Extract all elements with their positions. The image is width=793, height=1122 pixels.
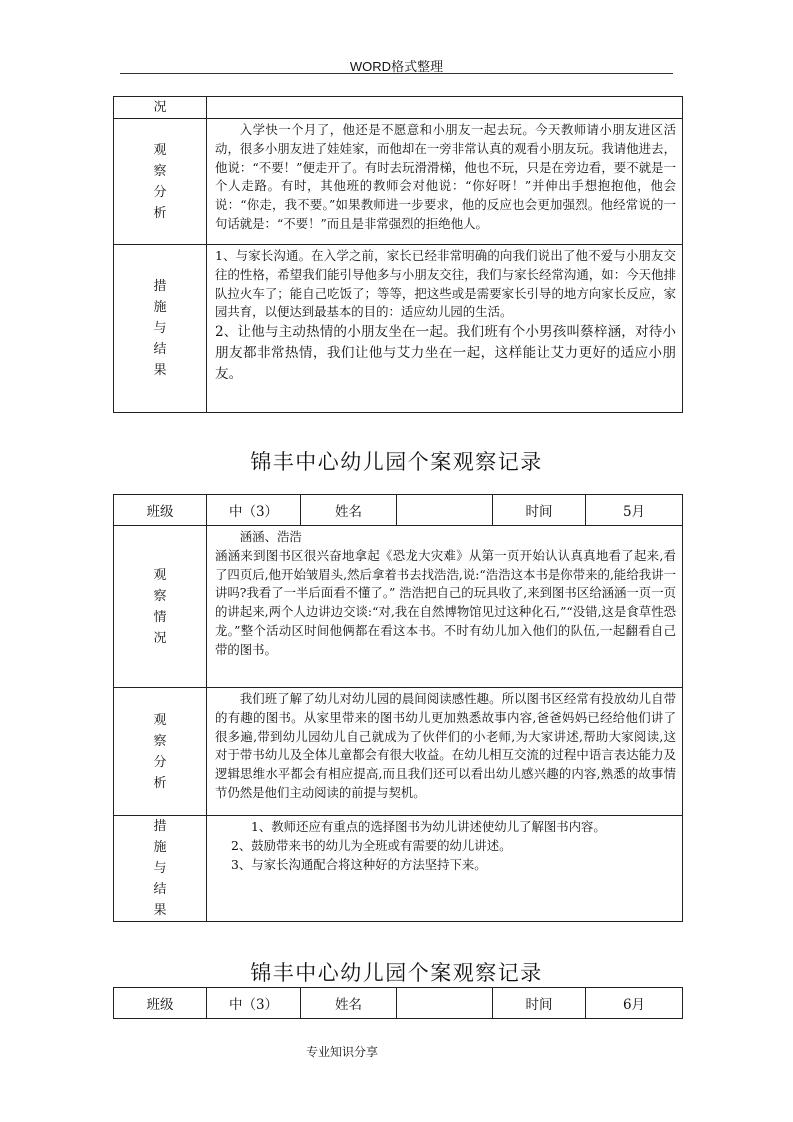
record2-title: 锦丰中心幼儿园个案观察记录 [250,450,543,474]
name-label: 姓名 [301,988,397,1019]
record3-title: 锦丰中心幼儿园个案观察记录 [250,961,543,985]
situation-label: 观 察 情 况 [114,526,207,688]
page-footer: 专业知识分享 [306,1045,379,1059]
analysis-text-cell [207,119,683,245]
measure-item-1: 1、教师还应有重点的选择图书为幼儿讲述使幼儿了解图书内容。 [251,819,606,834]
time-label: 时间 [493,988,586,1019]
page-header: WORD格式整理 [349,59,444,74]
name-label: 姓名 [301,495,397,526]
record2-table [113,494,683,922]
measure-item-3: 3、与家长沟通配合将这种好的方法坚持下来。 [231,856,487,872]
analysis-text: 我们班了解了幼儿对幼儿园的晨间阅读感性趣。所以图书区经常有投放幼儿自带的有趣的图书。从家里带来的图书幼儿更加熟悉故事内容,爸爸妈妈已经给他们讲了很多遍,带到幼儿园幼儿自己就成为了伙伴们的小老师,为大家讲述,帮助大家阅读,这对于带书幼儿及全体儿童都会有很大收益。在幼儿相互交流的过程中语言表达能力及逻辑思维水平都会有相应提高,而且我们还可以看出幼儿感兴趣的内容,熟悉的故事情节仍然是他们主动阅读的前提与契机。 [215,691,676,800]
name-value [397,495,493,526]
analysis-label: 观 察 分 析 [114,119,207,245]
situation-text: 涵涵来到图书区很兴奋地拿起《恐龙大灾难》从第一页开始认认真真地看了起来,看了四页后,他开始皱眉头,然后拿着书去找浩浩,说:“浩浩这本书是你带来的,能给我讲一讲吗?我看了一半后面看不懂了。” 浩浩把自己的玩具收了,来到图书区给涵涵一页一页的讲起来,两个人边讲边交谈:“对,我在自然博物馆见过这种化石,”“没错,这是食草性恐龙。”整个活动区时间他俩都在看这本书。不时有幼儿加入他们的队伍,一起翻看自己带的图书。 [215,547,676,657]
record1-table [113,96,683,413]
measure-item-2: 2、让他与主动热情的小朋友坐在一起。我们班有个小男孩叫蔡梓涵，对待小朋友都非常热情，我们让他与艾力坐在一起，这样能让艾力更好的适应小朋友。 [215,324,676,383]
class-label: 班级 [114,988,207,1019]
time-value: 6月 [586,988,683,1019]
class-value: 中（3） [207,988,301,1019]
time-label: 时间 [493,495,586,526]
class-label: 班级 [114,495,207,526]
measure-item-2: 2、鼓励带来书的幼儿为全班或有需要的幼儿讲述。 [231,837,512,853]
measures-text-cell [207,816,683,922]
situation-cell-tail [207,97,683,119]
measures-label: 措 施 与 结 果 [114,816,207,922]
measure-item-1: 1、与家长沟通。在入学之前，家长已经非常明确的向我们说出了他不爱与小朋友交往的性格，希望我们能引导他多与小朋友交往，我们与家长经常沟通，如：今天他排队拉火车了；能自己吃饭了；等等，把这些或是需要家长引导的地方向家长反应，家园共育，以便达到最基本的目的：适应幼儿园的生活。 [215,248,676,320]
time-value: 5月 [586,495,683,526]
name-value [397,988,493,1019]
situation-label-tail: 况 [114,97,207,119]
analysis-text: 入学快一个月了，他还是不愿意和小朋友一起去玩。今天教师请小朋友进区活动，很多小朋友进了娃娃家，而他却在一旁非常认真的观看小朋友玩。我请他进去，他说：“不要！”便走开了。有时去玩滑滑梯，他也不玩，只是在旁边看，要不就是一个人走路。有时，其他班的教师会对他说：“你好呀！”并伸出手想抱抱他，他会说：“你走，我不要。”如果教师进一步要求，他的反应也会更加强烈。他经常说的一句话就是：“不要！”而且是非常强烈的拒绝他人。 [215,122,676,231]
header-rule [120,73,673,74]
record3-table [113,987,683,1019]
situation-text-cell [207,526,683,688]
class-value: 中（3） [207,495,301,526]
analysis-text-cell [207,688,683,816]
situation-names: 涵涵、浩浩 [239,529,302,544]
measures-label: 措 施 与 结 果 [114,245,207,413]
analysis-label: 观 察 分 析 [114,688,207,816]
measures-text-cell [207,245,683,413]
